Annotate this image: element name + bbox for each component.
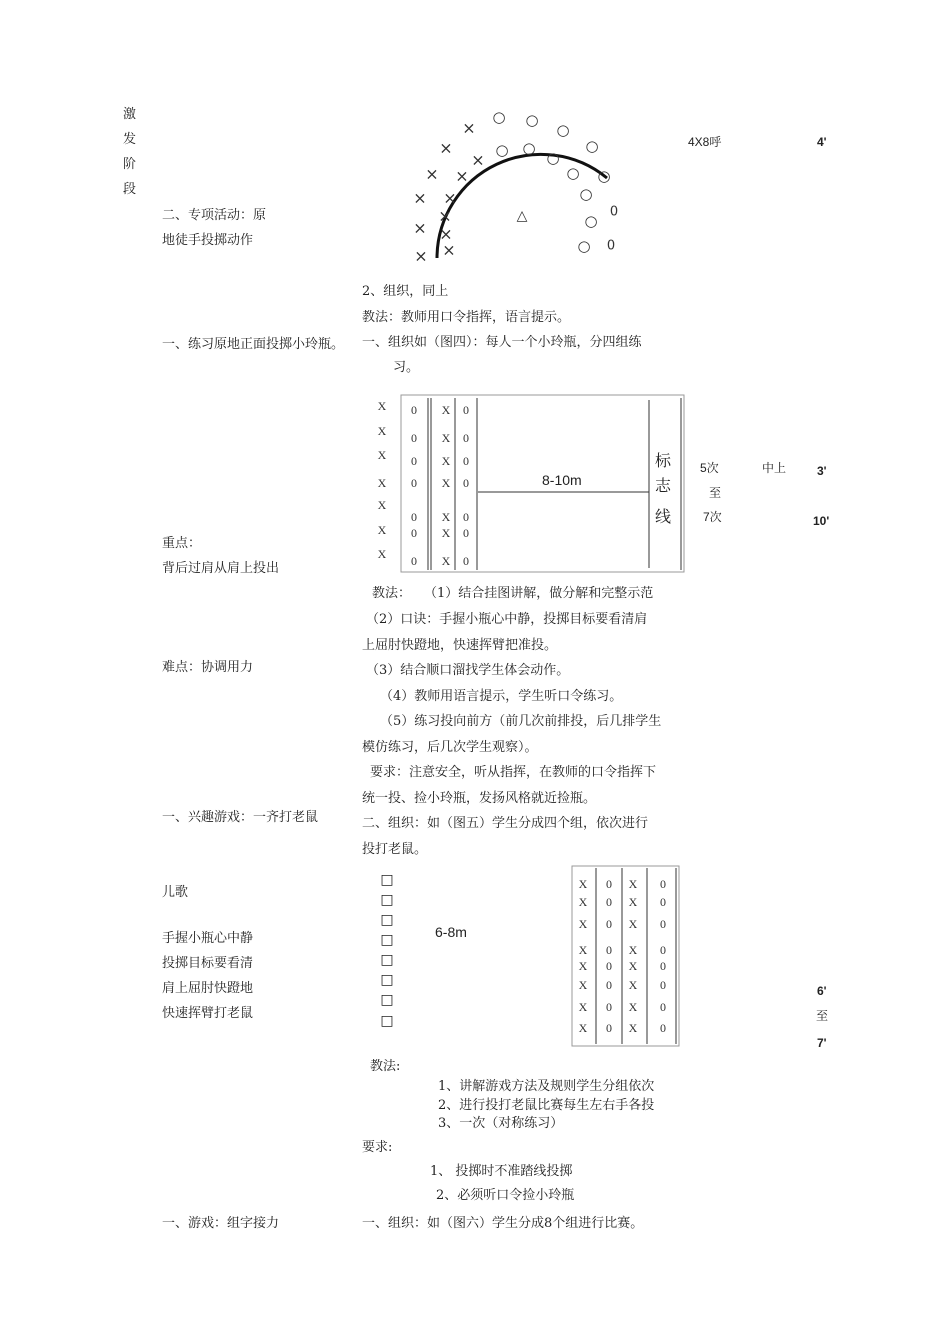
o-mark: 0 [606, 917, 612, 931]
fig4-marker-char-2: 志 [655, 476, 672, 495]
x-mark: X [377, 424, 387, 438]
game1-title: 一、兴趣游戏：一齐打老鼠 [162, 810, 319, 825]
time-2a: 3' [817, 464, 827, 478]
x-mark: X [377, 523, 387, 537]
o-mark: 0 [660, 943, 666, 957]
x-mark: X [377, 476, 387, 490]
o-mark: 0 [411, 526, 417, 540]
cross-mark: × [442, 240, 456, 260]
x-mark: X [628, 978, 638, 992]
reps-1: 4X8呼 [688, 135, 722, 149]
o-mark: 0 [411, 510, 417, 524]
org-fig5-line2: 投打老鼠。 [362, 842, 428, 857]
square-mark: □ [380, 872, 394, 888]
require-a: 要求：注意安全，听从指挥，在教师的口令指挥下 [370, 765, 657, 780]
cross-mark: × [413, 218, 427, 238]
rhyme-line-3: 肩上屈肘快蹬地 [162, 981, 254, 996]
square-mark: □ [380, 1013, 394, 1029]
cross-mark: × [413, 188, 427, 208]
x-mark: X [578, 978, 588, 992]
o-mark: 0 [463, 526, 469, 540]
o-mark: 0 [606, 1021, 612, 1035]
x-mark: X [578, 917, 588, 931]
x-mark: X [441, 403, 451, 417]
square-mark: □ [380, 972, 394, 988]
cross-mark: × [439, 138, 453, 158]
key-point-label: 重点： [162, 536, 202, 551]
x-mark: X [578, 1021, 588, 1035]
x-mark: X [578, 895, 588, 909]
x-mark: X [628, 877, 638, 891]
square-mark: □ [380, 992, 394, 1008]
o-mark: 0 [660, 978, 666, 992]
rhyme-line-2: 投掷目标要看清 [162, 956, 254, 971]
org-fig4-line2: 习。 [393, 360, 420, 375]
fig5-marks [380, 872, 666, 1035]
cross-mark: × [462, 118, 476, 138]
x-mark: X [628, 895, 638, 909]
fig4-marker-char-3: 线 [655, 507, 672, 526]
x-mark: X [628, 943, 638, 957]
method-1: （1）结合挂图讲解，做分解和完整示范 [424, 586, 654, 601]
o-mark: 0 [660, 959, 666, 973]
require2-item-2: 2、必须听口令捡小玲瓶 [436, 1188, 575, 1203]
square-mark: □ [380, 932, 394, 948]
fig4-distance-label: 8-10m [542, 472, 582, 488]
time-3a: 6' [817, 984, 827, 998]
o-mark: 0 [660, 1000, 666, 1014]
x-mark: X [441, 476, 451, 490]
o-mark: 0 [463, 431, 469, 445]
stage-char-2: 发 [123, 132, 137, 147]
cross-mark: × [438, 206, 452, 226]
method-5b: 模仿练习，后几次学生观察）。 [362, 740, 538, 755]
x-mark: X [628, 1021, 638, 1035]
method-2a: （2）口诀：手握小瓶心中静，投掷目标要看清肩 [366, 612, 648, 627]
x-mark: X [578, 959, 588, 973]
x-mark: X [628, 1000, 638, 1014]
teach-method-1: 教法：教师用口令指挥，语言提示。 [362, 310, 571, 325]
fig4-marker-char-1: 标 [655, 451, 672, 470]
special-activity-line2: 地徒手投掷动作 [162, 233, 254, 248]
x-mark: X [441, 431, 451, 445]
stage-char-3: 阶 [123, 157, 137, 172]
x-mark: X [578, 1000, 588, 1014]
method-2b: 上屈肘快蹬地，快速挥臂把准投。 [362, 638, 558, 653]
org-fig4-line1: 一、组织如（图四）：每人一个小玲瓶，分四组练 [362, 335, 642, 350]
method-3: （3）结合顺口溜找学生体会动作。 [366, 663, 570, 678]
x-mark: X [377, 547, 387, 561]
x-mark: X [377, 498, 387, 512]
method2-label: 教法: [370, 1059, 401, 1074]
o-mark: 0 [411, 403, 417, 417]
circle-mark: ○ [566, 164, 580, 182]
time-3b: 至 [816, 1009, 829, 1023]
method2-item-2: 2、进行投打老鼠比赛每生左右手各投 [438, 1098, 655, 1113]
method-label: 教法： [372, 586, 412, 601]
practice-title: 一、练习原地正面投掷小玲瓶。 [162, 337, 345, 352]
reps-2b: 至 [709, 486, 722, 500]
cross-mark: × [425, 164, 439, 184]
time-2b: 10' [813, 514, 830, 528]
o-mark: 0 [463, 454, 469, 468]
method2-item-1: 1、讲解游戏方法及规则学生分组依次 [438, 1079, 655, 1094]
o-mark: 0 [660, 1021, 666, 1035]
o-mark: 0 [411, 431, 417, 445]
o-mark: 0 [606, 978, 612, 992]
o-mark: 0 [463, 476, 469, 490]
circle-mark: ○ [495, 141, 509, 159]
special-activity-line1: 二、专项活动：原 [162, 208, 267, 223]
circle-mark: ○ [522, 139, 536, 157]
o-mark: 0 [660, 917, 666, 931]
stage-char-1: 激 [123, 107, 137, 122]
o-mark: 0 [463, 510, 469, 524]
o-mark: 0 [606, 895, 612, 909]
circle-mark: ○ [546, 149, 560, 167]
require-b: 统一投、捡小玲瓶，发扬风格就近捡瓶。 [362, 791, 597, 806]
org-fig6: 一、组织：如（图六）学生分成8个组进行比赛。 [362, 1216, 644, 1231]
require2-item-1: 1、 投掷时不准踏线投掷 [430, 1164, 573, 1179]
game2-title: 一、游戏：组字接力 [162, 1216, 280, 1231]
intensity: 中上 [762, 461, 787, 475]
stage-char-4: 段 [123, 182, 137, 197]
circle-mark: ○ [492, 108, 506, 126]
o-mark: 0 [606, 943, 612, 957]
zero-mark: 0 [609, 204, 619, 220]
fig5-distance-label: 6-8m [435, 924, 467, 940]
circle-mark: ○ [577, 237, 591, 255]
x-mark: X [628, 959, 638, 973]
time-1: 4' [817, 135, 827, 149]
require2-label: 要求: [362, 1140, 393, 1155]
circle-mark: ○ [579, 185, 593, 203]
triangle-mark: △ [516, 208, 528, 224]
method-5a: （5）练习投向前方（前几次前排投，后几排学生 [380, 714, 662, 729]
o-mark: 0 [606, 877, 612, 891]
x-mark: X [441, 510, 451, 524]
cross-mark: × [443, 188, 457, 208]
x-mark: X [377, 448, 387, 462]
method2-item-3: 3、一次（对称练习） [438, 1116, 564, 1131]
rhyme-title: 儿歌 [162, 885, 189, 900]
o-mark: 0 [411, 554, 417, 568]
circle-mark: ○ [556, 121, 570, 139]
rhyme-line-1: 手握小瓶心中静 [162, 931, 254, 946]
reps-2a: 5次 [700, 461, 719, 475]
circle-mark: ○ [584, 212, 598, 230]
x-mark: X [441, 526, 451, 540]
cross-mark: × [471, 150, 485, 170]
difficulty-text: 难点：协调用力 [162, 660, 254, 675]
o-mark: 0 [660, 895, 666, 909]
o-mark: 0 [411, 454, 417, 468]
org-same: 2、组织，同上 [362, 284, 449, 299]
circle-mark: ○ [597, 167, 611, 185]
zero-mark: 0 [606, 238, 616, 254]
x-mark: X [578, 943, 588, 957]
square-mark: □ [380, 912, 394, 928]
o-mark: 0 [660, 877, 666, 891]
cross-mark: × [414, 246, 428, 266]
x-mark: X [377, 399, 387, 413]
time-3c: 7' [817, 1036, 827, 1050]
x-mark: X [441, 554, 451, 568]
cross-mark: × [439, 224, 453, 244]
key-point-text: 背后过肩从肩上投出 [162, 561, 280, 576]
org-fig5-line1: 二、组织：如（图五）学生分成四个组，依次进行 [362, 816, 649, 831]
rhyme-line-4: 快速挥臂打老鼠 [162, 1006, 254, 1021]
method-4: （4）教师用语言提示，学生听口令练习。 [380, 689, 623, 704]
circle-mark: ○ [585, 137, 599, 155]
x-mark: X [578, 877, 588, 891]
square-mark: □ [380, 892, 394, 908]
o-mark: 0 [606, 1000, 612, 1014]
x-mark: X [441, 454, 451, 468]
o-mark: 0 [463, 554, 469, 568]
o-mark: 0 [463, 403, 469, 417]
o-mark: 0 [411, 476, 417, 490]
x-mark: X [628, 917, 638, 931]
circle-mark: ○ [525, 111, 539, 129]
square-mark: □ [380, 952, 394, 968]
reps-2c: 7次 [703, 510, 722, 524]
cross-mark: × [455, 166, 469, 186]
o-mark: 0 [606, 959, 612, 973]
